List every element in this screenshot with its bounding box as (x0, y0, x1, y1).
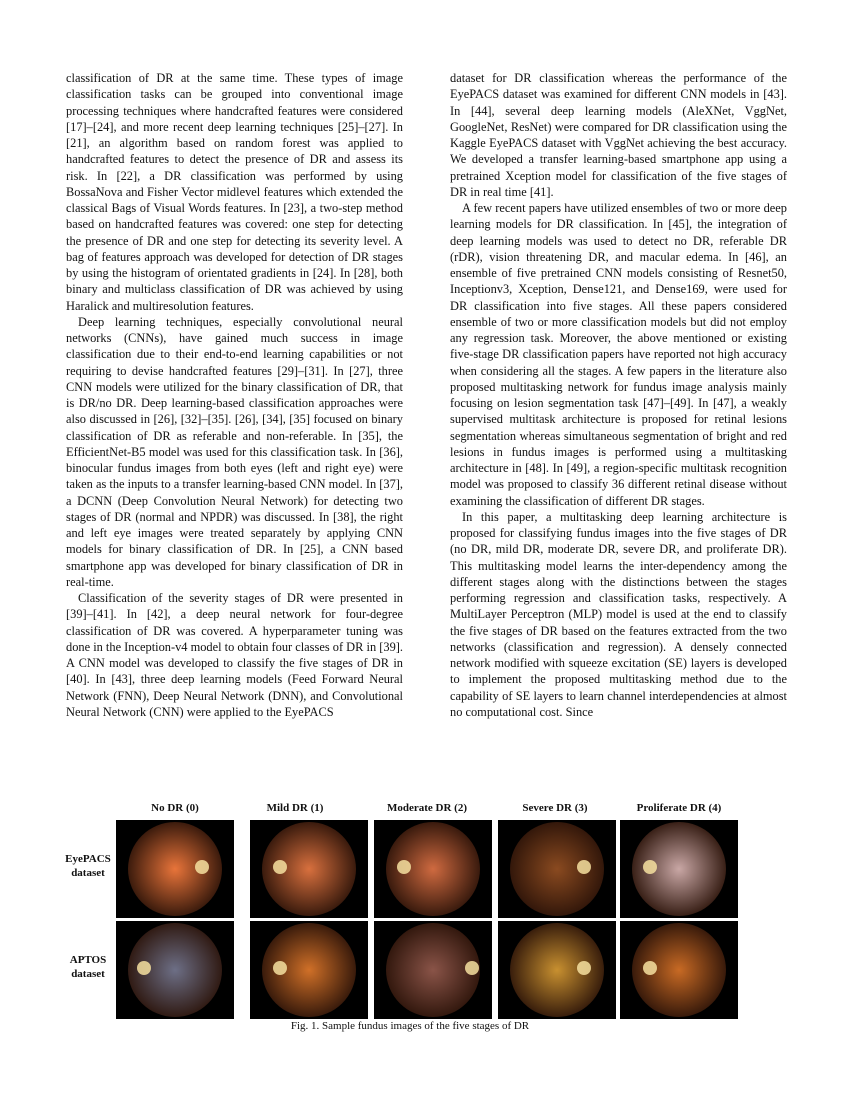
paragraph: Deep learning techniques, especially convolutional neural networks (CNNs), have gained much success in image classification due to their end-to-end learning capabilities or not requiring to devise handcrafted features [29]–[31]. In [27], three CNN models were utilized for the binary classification of DR, that is DR/no DR. Deep learning-based classification approaches were also discussed in [26], [32]–[35]. [26], [34], [35] focused on binary classification of DR as referable and non-referable. In [35], the EfficientNet-B5 model was used for this classification task. In [36], binocular fundus images from both eyes (left and right eye) were taken as the inputs to a transfer learning-based CNN model. In [37], a DCNN (Deep Convolution Neural Network) for detecting two stages of DR (normal and NPDR) was discussed. In [38], the right and left eye images were treated separately by applying CNN models for binary classification of DR. In [25], a CNN based smartphone app was developed for binary classification of DR in real-time. (66, 314, 403, 589)
paragraph: dataset for DR classification whereas the performance of the EyePACS dataset was examined for different CNN models in [43]. In [44], several deep learning models (AleXNet, VggNet, GoogleNet, ResNet) were compared for DR classification using the Kaggle EyePACS dataset with VggNet achieving the best accuracy. We developed a transfer learning-based smartphone app using a pretrained Xception model for classification of the five stages of DR in real time [41]. (450, 71, 787, 199)
fundus-image (620, 820, 738, 918)
column-header-mild-dr: Mild DR (1) (266, 802, 324, 814)
fundus-image (250, 820, 368, 918)
paragraph: A few recent papers have utilized ensembles of two or more deep learning models for DR classification. In [45], the integration of deep learning models was used to detect no DR, referable DR (rDR), vision threatening DR, and macular edema. In [46], an ensemble of five pretrained CNN models consisting of Resnet50, Inceptionv3, Xception, Dense121, and Dense169, were used for DR classification into five stages. All these papers considered ensemble of two or more classification models but did not employ any regression task. Moreover, the above mentioned or existing five-stage DR classification papers have reported not high accuracy when considering all the stages. A few papers in the literature also proposed multitasking network for fundus image analysis mainly focusing on lesion segmentation task [47]–[49]. In [47], a weakly supervised multitask architecture is proposed for retinal lesions segmentation whereas simultaneous segmentation of bright and red lesions in fundus images is performed using a multitasking architecture in [48]. In [49], a region-specific multitask recognition model was proposed to classify 36 different retinal disease without examining the classification of different DR stages. (450, 201, 787, 508)
right-text-column (450, 70, 787, 720)
optic-disc (465, 961, 479, 975)
row-label-line: dataset (71, 968, 105, 980)
optic-disc (273, 860, 287, 874)
fundus-image (374, 921, 492, 1019)
optic-disc (577, 860, 591, 874)
fundus-image (374, 820, 492, 918)
optic-disc (643, 961, 657, 975)
row-label-line: dataset (71, 867, 105, 879)
optic-disc (643, 860, 657, 874)
row-label-eyepacs (60, 852, 116, 880)
row-label-line: APTOS (69, 954, 107, 966)
column-header-severe-dr: Severe DR (3) (522, 802, 588, 814)
fundus-image (116, 820, 234, 918)
optic-disc (195, 860, 209, 874)
row-label-aptos (60, 953, 116, 981)
optic-disc (273, 961, 287, 975)
optic-disc (577, 961, 591, 975)
fundus-image (620, 921, 738, 1019)
fundus-image (498, 921, 616, 1019)
column-header-no-dr: No DR (0) (151, 802, 199, 814)
left-text-column (66, 70, 403, 720)
fundus-image (498, 820, 616, 918)
paragraph: classification of DR at the same time. These types of image classification tasks can be grouped into conventional image processing techniques where handcrafted features were considered [17]–[24], and more recent deep learning techniques [25]–[27]. In [21], an algorithm based on random forest was applied to handcrafted features to detect the presence of DR and assess its risk. In [22], a DR classification was performed by using BossaNova and Fisher Vector midlevel features which extended the classical Bags of Visual Words features. In [23], a two-step method based on handcrafted features was covered: one step for detecting the presence of DR and one step for detecting its severity level. A bag of features approach was developed for detection of DR stages by using the histogram of orientated gradients in [24]. In [28], both binary and multiclass classification of DR was achieved by using Haralick and multiresolution features. (66, 71, 403, 313)
column-header-moderate-dr: Moderate DR (2) (386, 802, 468, 814)
row-label-line: EyePACS (65, 853, 111, 865)
paragraph: In this paper, a multitasking deep learning architecture is proposed for classifying fundus images into the five stages of DR (no DR, mild DR, moderate DR, severe DR, and proliferate DR). This multitasking model learns the inter-dependency among the different stages along with the distinctions between the stages performing regression and classification tasks, respectively. A MultiLayer Perceptron (MLP) model is used at the end to classify the five stages of DR based on the features extracted from the two networks (classification and regression). A densely connected network modified with squeeze excitation (SE) layers is developed to implement the proposed multitasking method due to the capability of SE layers to learn channel interdependencies at almost no computational cost. Since (450, 509, 787, 719)
fundus-image (116, 921, 234, 1019)
figure-caption: Fig. 1. Sample fundus images of the five stages of DR (290, 1020, 530, 1032)
optic-disc (137, 961, 151, 975)
fundus-image (250, 921, 368, 1019)
paragraph: Classification of the severity stages of DR were presented in [39]–[41]. In [42], a deep neural network for four-degree classification of DR was covered. A hyperparameter tuning was done in the Inception-v4 model to obtain four classes of DR in [39]. A CNN model was developed to classify the five stages of DR in [40]. In [43], three deep learning models (Feed Forward Neural Network (FNN), Deep Neural Network (DNN), and Convolutional Neural Network (CNN) were applied to the EyePACS (66, 591, 403, 719)
column-header-proliferate-dr: Proliferate DR (4) (636, 802, 722, 814)
optic-disc (397, 860, 411, 874)
